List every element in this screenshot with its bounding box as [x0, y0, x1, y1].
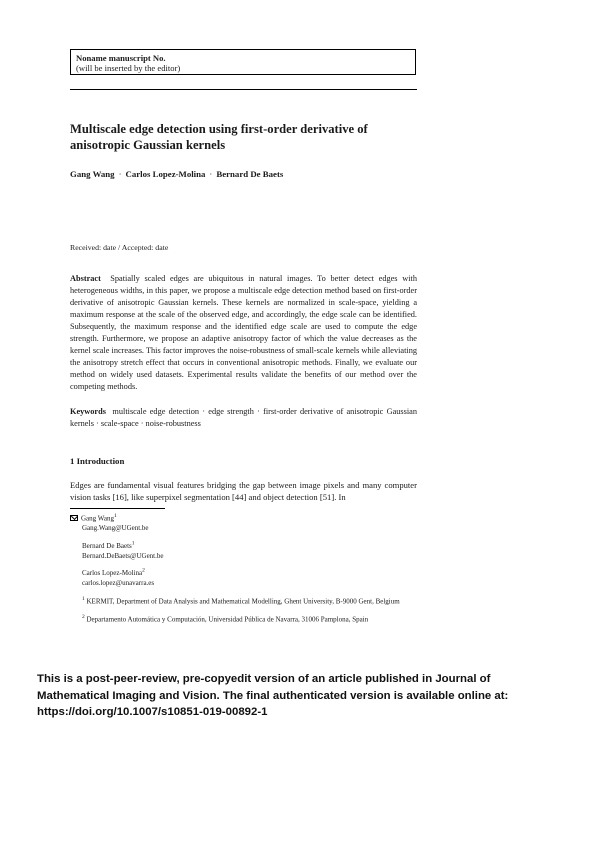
manuscript-label: Noname manuscript No.: [76, 53, 166, 63]
keywords-label: Keywords: [70, 407, 106, 416]
affiliation-text: Departamento Automática y Computación, Universidad Pública de Navarra, 31006 Pamplona, Spain: [86, 615, 369, 624]
header-rule: [70, 89, 417, 90]
contact-email: carlos.lopez@unavarra.es: [82, 578, 155, 587]
affiliation-1: [70, 594, 417, 606]
contact-name: Bernard De Baets: [82, 541, 132, 550]
footnote-rule: [70, 508, 165, 509]
keywords-text: multiscale edge detection · edge strength · first-order derivative of anisotropic Gaussian kernels · scale-space · noise-robustness: [70, 407, 418, 428]
contact-name: Carlos Lopez-Molina: [82, 568, 143, 577]
paper-title: Multiscale edge detection using first-order derivative of anisotropic Gaussian kernels: [70, 122, 368, 152]
abstract: [70, 273, 417, 393]
author-list: [70, 168, 300, 180]
introduction-text: Edges are fundamental visual features bridging the gap between image pixels and many computer vision tasks [16], like superpixel segmentation [44] and object detection [51]. In: [70, 480, 417, 502]
affiliation-number: 1: [82, 595, 85, 602]
editor-note: (will be inserted by the editor): [76, 63, 181, 73]
abstract-text: Spatially scaled edges are ubiquitous in natural images. To better detect edges with heterogeneous widths, in this paper, we propose a multiscale edge detection method based on first-order derivative of anisotropic Gaussian kernels. These kernels are normalized in scale-space, yielding a maximum response at the scale of the observed edge, and accordingly, the edge scale can be identified. Subsequently, the maximum response and the identified edge scale are used to compute the edge strength. Furthermore, we propose an adaptive anisotropy factor of which the value decreases as the kernel scale increases. This factor improves the noise-robustness of small-scale kernels while alleviating the anisotropy stretch effect that occurs in conventional anisotropic methods. Finally, we evaluate our method on widely used datasets. Experimental results validate the benefits of our method over the competing methods.: [70, 274, 417, 391]
contact-email: Gang.Wang@UGent.be: [82, 524, 149, 533]
contact-name: Gang Wang: [81, 514, 114, 523]
contact-email: Bernard.DeBaets@UGent.be: [82, 551, 164, 560]
author-name: Carlos Lopez-Molina: [125, 169, 206, 179]
envelope-icon: [70, 515, 78, 521]
author-name: Bernard De Baets: [216, 169, 284, 179]
author-separator: ·: [209, 169, 213, 179]
author-name: Gang Wang: [70, 169, 115, 179]
affiliation-mark: 2: [142, 567, 145, 574]
manuscript-box: [70, 49, 416, 75]
keywords: [70, 406, 417, 430]
publication-note: This is a post-peer-review, pre-copyedit version of an article published in Journal of Mathematical Imaging and Vision. The final authenticated version is available online at: https://doi.org/10.1007/s10851-019-00892-1: [37, 673, 509, 718]
affiliation-number: 2: [82, 614, 85, 621]
abstract-label: Abstract: [70, 274, 101, 283]
affiliation-2: [70, 612, 417, 624]
author-separator: ·: [118, 169, 122, 179]
contact-entry: [70, 511, 417, 533]
received-date: Received: date / Accepted: date: [70, 243, 169, 252]
section-heading: 1 Introduction: [70, 456, 125, 466]
contact-entry: [70, 566, 417, 588]
affiliation-text: KERMIT, Department of Data Analysis and Mathematical Modelling, Ghent University, B-9000 Gent, Belgium: [86, 597, 400, 606]
author-contacts: [70, 511, 417, 625]
affiliation-mark: 1: [131, 540, 135, 547]
contact-entry: [70, 538, 417, 560]
affiliation-mark: 1: [113, 513, 117, 519]
